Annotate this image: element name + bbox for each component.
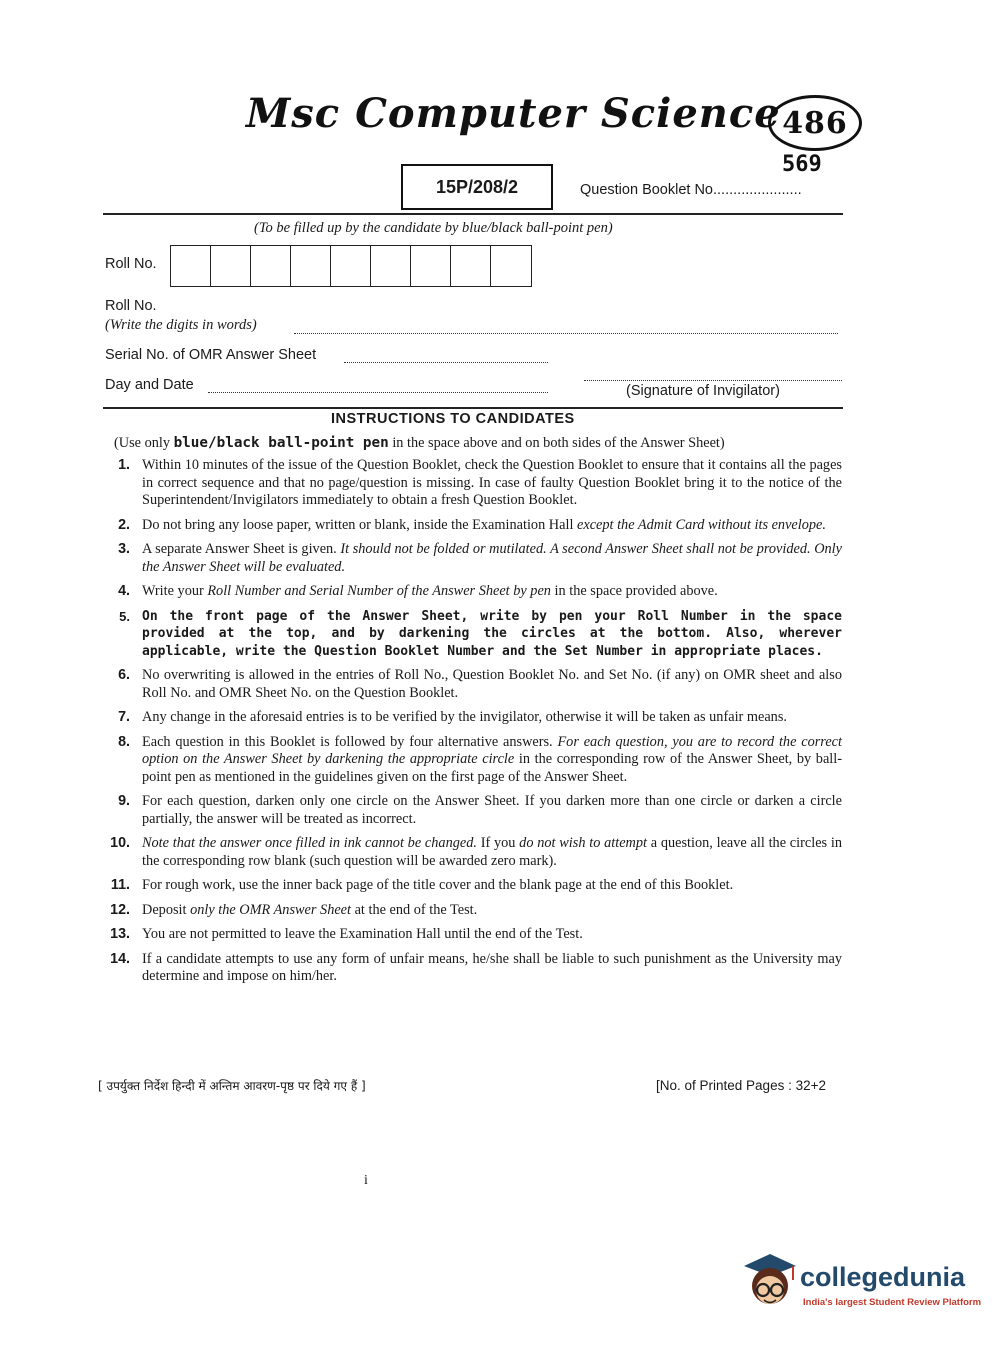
- roll-words-field[interactable]: [294, 333, 838, 334]
- instruction-item: 11. For rough work, use the inner back page of the title cover and the blank page at the end of this Booklet.: [110, 877, 734, 893]
- roll-digit-box[interactable]: [211, 246, 251, 286]
- handwritten-code-circle: [768, 95, 862, 151]
- roll-digit-box[interactable]: [491, 246, 531, 286]
- mid-rule: [103, 407, 843, 409]
- roll-digit-box[interactable]: [451, 246, 491, 286]
- serial-label: Serial No. of OMR Answer Sheet: [105, 347, 317, 363]
- roll-words-sub: (Write the digits in words): [105, 317, 257, 333]
- roll-no-label: Roll No.: [105, 256, 157, 272]
- instruction-item: 4. Write your Roll Number and Serial Number of the Answer Sheet by pen in the space provided above.: [118, 583, 718, 599]
- instruction-item: 5. On the front page of the Answer Sheet, write by pen your Roll Number in the space provided at the top, and by darkening the circles at the bottom. Also, wherever applicable, write the Question Booklet Number and the Set Number in appropriate places.: [119, 608, 842, 659]
- date-field[interactable]: [208, 392, 548, 393]
- paper-code-box: [401, 164, 553, 210]
- fill-note: (To be filled up by the candidate by blue/black ball-point pen): [254, 220, 613, 236]
- roll-digit-box[interactable]: [371, 246, 411, 286]
- instruction-item: 2. Do not bring any loose paper, written or blank, inside the Examination Hall except the Admit Card without its envelope.: [118, 516, 826, 533]
- instruction-item: 9. For each question, darken only one circle on the Answer Sheet. If you darken more than one circle or darken a circle partially, the answer will be treated as incorrect.: [118, 793, 842, 827]
- roll-words-label: Roll No.: [105, 298, 157, 314]
- instruction-item: 6. No overwriting is allowed in the entries of Roll No., Question Booklet No. and Set No. (if any) on OMR sheet and also Roll No. and OMR Sheet No. on the Question Booklet.: [118, 667, 842, 701]
- handwritten-booklet-no: 569: [782, 152, 822, 177]
- printed-pages: [No. of Printed Pages : 32+2: [656, 1078, 826, 1093]
- instruction-item: 12. Deposit only the OMR Answer Sheet at the end of the Test.: [110, 901, 478, 918]
- intro-suffix: in the space above and on both sides of the Answer Sheet): [388, 435, 725, 451]
- instruction-item: 3. A separate Answer Sheet is given. It should not be folded or mutilated. A second Answer Sheet shall not be provided. Only the Answer Sheet will be evaluated.: [118, 541, 842, 575]
- signature-label: (Signature of Invigilator): [626, 383, 780, 399]
- paper-code: 15P/208/2: [435, 176, 519, 197]
- instruction-item: 1. Within 10 minutes of the issue of the Question Booklet, check the Question Booklet to ensure that it contains all the pages in correct sequence and that no page/question is missing. In case of faulty Question Booklet bring it to the notice of the Superintendent/Invigilators immediately to obtain a fresh Question Booklet.: [118, 457, 842, 508]
- instruction-item: 14. If a candidate attempts to use any form of unfair means, he/she shall be liable to such punishment as the University may determine and impose on him/her.: [110, 950, 842, 984]
- top-rule: [103, 213, 843, 215]
- roll-digit-box[interactable]: [171, 246, 211, 286]
- date-label: Day and Date: [105, 377, 194, 393]
- intro-bold: blue/black ball-point pen: [173, 435, 389, 451]
- collegedunia-tagline: India's largest Student Review Platform: [803, 1297, 982, 1308]
- instruction-item: 10. Note that the answer once filled in ink cannot be changed. If you do not wish to attempt a question, leave all the circles in the corresponding row blank (such question will be awarded zero mark).: [110, 835, 842, 869]
- roll-digit-box[interactable]: [331, 246, 371, 286]
- roll-no-boxes[interactable]: [170, 245, 532, 287]
- signature-field[interactable]: [584, 380, 842, 381]
- hindi-note: [ उपर्युक्त निर्देश हिन्दी में अन्तिम आवरण-पृष्ठ पर दिये गए हैं ]: [98, 1079, 366, 1093]
- collegedunia-wordmark: collegedunia: [800, 1262, 966, 1292]
- handwritten-code: 486: [782, 105, 848, 141]
- instruction-item: 7. Any change in the aforesaid entries is to be verified by the invigilator, otherwise it will be taken as unfair means.: [118, 709, 787, 725]
- roll-digit-box[interactable]: [291, 246, 331, 286]
- instructions-title: INSTRUCTIONS TO CANDIDATES: [331, 411, 575, 427]
- page-mark: i: [364, 1173, 368, 1188]
- instructions-list: [104, 457, 842, 993]
- instructions-intro: [114, 435, 725, 452]
- instruction-item: 13. You are not permitted to leave the Examination Hall until the end of the Test.: [110, 926, 583, 942]
- instruction-item: 8. Each question in this Booklet is followed by four alternative answers. For each question, you are to record the correct option on the Answer Sheet by darkening the appropriate circle in the corresponding row of the Answer Sheet, by ball-point pen as mentioned in the guidelines given on the first page of the Answer Sheet.: [118, 733, 842, 785]
- roll-digit-box[interactable]: [251, 246, 291, 286]
- question-booklet-label: Question Booklet No......................: [580, 182, 802, 198]
- handwritten-title: Msc Computer Science: [246, 90, 781, 137]
- collegedunia-mascot-icon: [740, 1250, 800, 1312]
- serial-field[interactable]: [344, 362, 548, 363]
- roll-digit-box[interactable]: [411, 246, 451, 286]
- intro-prefix: (Use only: [114, 435, 174, 451]
